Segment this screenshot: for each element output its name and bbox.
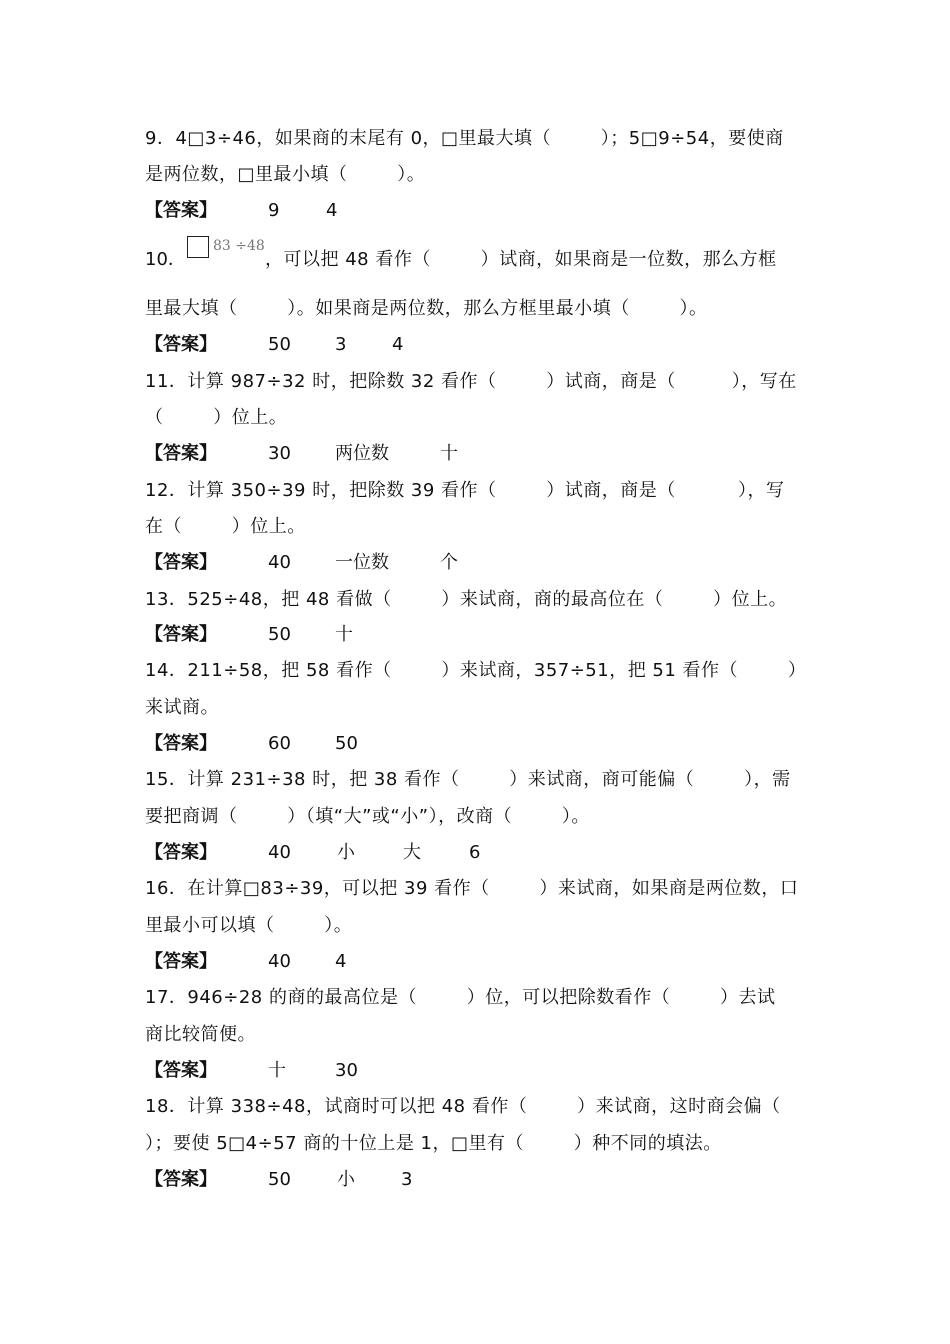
answer-label: 【答案】	[145, 842, 217, 863]
answer-value: 一位数	[335, 552, 389, 573]
answer-value: 小	[337, 842, 355, 863]
answer-value: 十	[335, 624, 353, 645]
answer-value: 40	[268, 552, 291, 573]
answer-label: 【答案】	[145, 1169, 217, 1190]
blank-box-icon	[187, 236, 209, 258]
question-15-line-2: 要把商调（ ）（填“大”或“小”），改商（ ）。	[145, 806, 590, 827]
question-14-line-1: 14．211÷58，把 58 看作（ ）来试商，357÷51，把 51 看作（ ）	[145, 660, 807, 681]
answer-value: 小	[337, 1169, 355, 1190]
question-17-line-1: 17．946÷28 的商的最高位是（ ）位，可以把除数看作（ ）去试	[145, 987, 776, 1008]
answer-label: 【答案】	[145, 951, 217, 972]
question-18-line-2: ）；要使 5□4÷57 商的十位上是 1，□里有（ ）种不同的填法。	[145, 1133, 722, 1154]
question-18-line-1: 18．计算 338÷48，试商时可以把 48 看作（ ）来试商，这时商会偏（	[145, 1096, 781, 1117]
answer-value: 30	[335, 1060, 358, 1081]
question-17-line-2: 商比较简便。	[145, 1024, 256, 1045]
answer-value: 40	[268, 951, 291, 972]
answer-label: 【答案】	[145, 443, 217, 464]
question-9-line-1: 9．4□3÷46，如果商的末尾有 0，□里最大填（ ）；5□9÷54，要使商	[145, 128, 784, 149]
answer-label: 【答案】	[145, 1060, 217, 1081]
question-10-line-1: ，可以把 48 看作（ ）试商，如果商是一位数，那么方框	[265, 249, 777, 270]
answer-value: 9	[268, 200, 280, 221]
answer-value: 3	[335, 334, 347, 355]
question-16-line-2: 里最小可以填（ ）。	[145, 915, 353, 936]
question-12-line-1: 12．计算 350÷39 时，把除数 39 看作（ ）试商，商是（ ），写	[145, 480, 785, 501]
answer-value: 十	[268, 1060, 286, 1081]
answer-value: 6	[469, 842, 481, 863]
question-11-line-2: （ ）位上。	[145, 407, 288, 428]
question-11-line-1: 11．计算 987÷32 时，把除数 32 看作（ ）试商，商是（ ），写在	[145, 371, 797, 392]
question-10-line-2: 里最大填（ ）。如果商是两位数，那么方框里最小填（ ）。	[145, 298, 708, 319]
question-16-line-1: 16．在计算□83÷39，可以把 39 看作（ ）来试商，如果商是两位数，口	[145, 878, 799, 899]
question-10-number: 10．	[145, 249, 186, 270]
answer-value: 50	[268, 334, 291, 355]
answer-value: 50	[268, 624, 291, 645]
answer-label: 【答案】	[145, 624, 217, 645]
question-15-line-1: 15．计算 231÷38 时，把 38 看作（ ）来试商，商可能偏（ ），需	[145, 769, 791, 790]
question-12-line-2: 在（ ）位上。	[145, 516, 306, 537]
answer-value: 60	[268, 733, 291, 754]
question-13-line-1: 13．525÷48，把 48 看做（ ）来试商，商的最高位在（ ）位上。	[145, 589, 788, 610]
answer-value: 4	[335, 951, 347, 972]
answer-label: 【答案】	[145, 200, 217, 221]
answer-value: 30	[268, 443, 291, 464]
answer-value: 40	[268, 842, 291, 863]
answer-value: 50	[268, 1169, 291, 1190]
question-14-line-2: 来试商。	[145, 697, 219, 718]
answer-value: 4	[326, 200, 338, 221]
question-10-expression: 83 ÷48	[213, 238, 265, 254]
answer-value: 两位数	[335, 443, 389, 464]
question-9-line-2: 是两位数，□里最小填（ ）。	[145, 164, 426, 185]
answer-value: 大	[403, 842, 421, 863]
answer-value: 50	[335, 733, 358, 754]
answer-value: 个	[440, 552, 458, 573]
answer-value: 十	[440, 443, 458, 464]
answer-label: 【答案】	[145, 733, 217, 754]
answer-value: 3	[401, 1169, 413, 1190]
answer-label: 【答案】	[145, 334, 217, 355]
answer-label: 【答案】	[145, 552, 217, 573]
answer-value: 4	[392, 334, 404, 355]
